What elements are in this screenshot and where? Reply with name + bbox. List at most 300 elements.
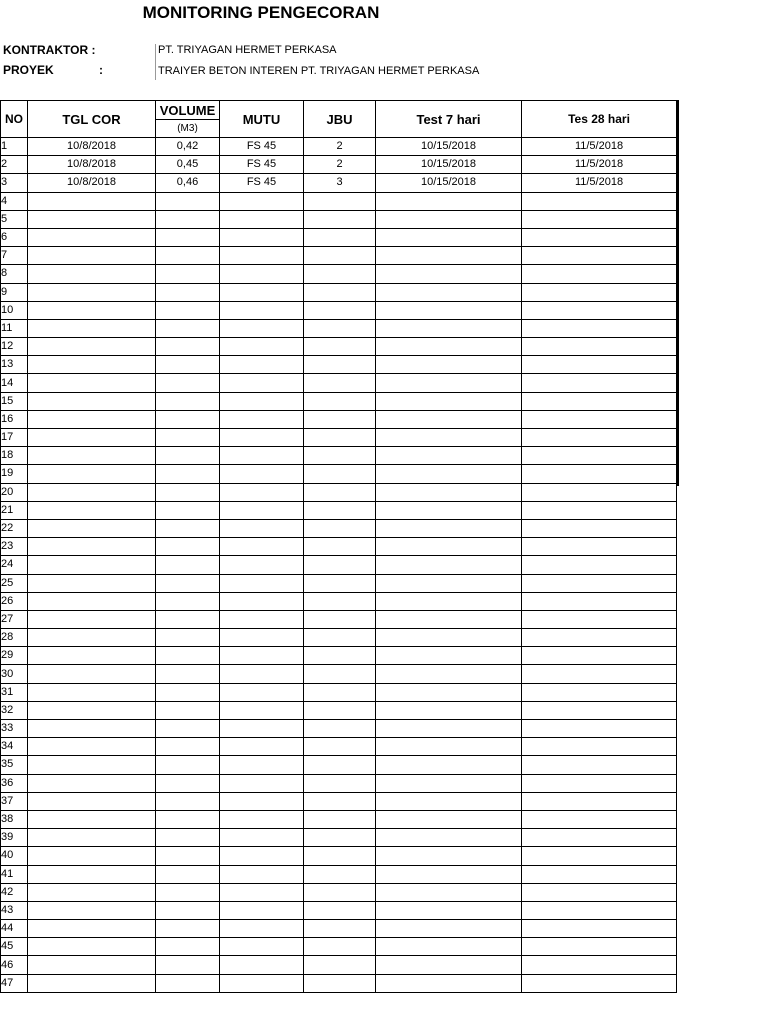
row-no: 16 (1, 410, 28, 428)
row-test-7 (376, 247, 522, 265)
table-row (1, 410, 677, 428)
row-test-7 (376, 465, 522, 483)
row-test-28 (522, 283, 677, 301)
meta-divider (155, 44, 156, 80)
row-jbu (304, 374, 376, 392)
row-tgl-cor (28, 647, 156, 665)
row-tgl-cor (28, 883, 156, 901)
row-mutu (220, 192, 304, 210)
row-volume (156, 665, 220, 683)
row-tgl-cor (28, 338, 156, 356)
row-test-7 (376, 829, 522, 847)
row-tgl-cor (28, 374, 156, 392)
row-jbu (304, 756, 376, 774)
row-test-7 (376, 319, 522, 337)
row-test-28 (522, 665, 677, 683)
row-test-28 (522, 883, 677, 901)
row-volume (156, 465, 220, 483)
row-test-7 (376, 519, 522, 537)
row-test-28 (522, 556, 677, 574)
table-row (1, 774, 677, 792)
row-test-28 (522, 701, 677, 719)
row-no: 44 (1, 920, 28, 938)
row-test-7 (376, 974, 522, 992)
table-row (1, 210, 677, 228)
row-test-28: 11/5/2018 (522, 156, 677, 174)
row-no: 30 (1, 665, 28, 683)
row-tgl-cor (28, 956, 156, 974)
row-volume (156, 483, 220, 501)
row-tgl-cor (28, 465, 156, 483)
table-row (1, 883, 677, 901)
row-no: 2 (1, 156, 28, 174)
table-row (1, 228, 677, 246)
row-jbu (304, 774, 376, 792)
row-tgl-cor (28, 847, 156, 865)
table-row (1, 265, 677, 283)
row-tgl-cor (28, 392, 156, 410)
row-test-7 (376, 610, 522, 628)
row-mutu (220, 392, 304, 410)
row-test-28 (522, 592, 677, 610)
row-test-7 (376, 665, 522, 683)
row-test-28 (522, 901, 677, 919)
row-tgl-cor (28, 629, 156, 647)
row-jbu (304, 283, 376, 301)
row-test-28 (522, 192, 677, 210)
row-test-28 (522, 247, 677, 265)
row-no: 24 (1, 556, 28, 574)
row-volume (156, 629, 220, 647)
table-row (1, 301, 677, 319)
row-no: 14 (1, 374, 28, 392)
row-mutu: FS 45 (220, 174, 304, 192)
row-test-28 (522, 865, 677, 883)
row-test-28 (522, 756, 677, 774)
header-volume-unit: (M3) (156, 120, 220, 138)
row-no: 3 (1, 174, 28, 192)
row-jbu (304, 901, 376, 919)
row-tgl-cor (28, 792, 156, 810)
row-test-7: 10/15/2018 (376, 138, 522, 156)
row-tgl-cor (28, 301, 156, 319)
row-test-28: 11/5/2018 (522, 174, 677, 192)
table-row (1, 447, 677, 465)
row-no: 47 (1, 974, 28, 992)
row-tgl-cor (28, 920, 156, 938)
table-row (1, 374, 677, 392)
row-test-7 (376, 920, 522, 938)
row-no: 46 (1, 956, 28, 974)
row-volume (156, 374, 220, 392)
kontraktor-label: KONTRAKTOR : (3, 43, 96, 57)
row-test-28 (522, 356, 677, 374)
proyek-value: TRAIYER BETON INTEREN PT. TRIYAGAN HERMET PERKASA (158, 65, 480, 77)
table-row (1, 901, 677, 919)
table-row (1, 665, 677, 683)
header-no: NO (1, 101, 28, 138)
row-test-7 (376, 701, 522, 719)
table-row (1, 138, 677, 156)
row-test-7 (376, 629, 522, 647)
row-jbu (304, 556, 376, 574)
row-no: 42 (1, 883, 28, 901)
row-jbu (304, 629, 376, 647)
row-test-7 (376, 356, 522, 374)
row-mutu (220, 429, 304, 447)
row-mutu (220, 556, 304, 574)
table-row (1, 465, 677, 483)
row-test-28 (522, 792, 677, 810)
row-test-28 (522, 956, 677, 974)
row-volume (156, 338, 220, 356)
row-volume (156, 592, 220, 610)
table-row (1, 319, 677, 337)
table-row (1, 920, 677, 938)
row-mutu (220, 592, 304, 610)
row-volume (156, 938, 220, 956)
row-volume (156, 810, 220, 828)
row-tgl-cor: 10/8/2018 (28, 138, 156, 156)
row-test-28 (522, 338, 677, 356)
table-row (1, 538, 677, 556)
row-no: 26 (1, 592, 28, 610)
row-volume (156, 683, 220, 701)
row-tgl-cor (28, 265, 156, 283)
row-mutu (220, 610, 304, 628)
row-jbu (304, 519, 376, 537)
row-volume (156, 501, 220, 519)
row-mutu (220, 374, 304, 392)
row-no: 38 (1, 810, 28, 828)
row-test-28 (522, 538, 677, 556)
row-no: 7 (1, 247, 28, 265)
table-row (1, 701, 677, 719)
row-mutu (220, 720, 304, 738)
row-mutu (220, 447, 304, 465)
row-jbu (304, 810, 376, 828)
row-mutu (220, 756, 304, 774)
row-no: 39 (1, 829, 28, 847)
row-jbu (304, 501, 376, 519)
row-jbu (304, 974, 376, 992)
row-tgl-cor (28, 756, 156, 774)
row-mutu (220, 410, 304, 428)
table-row (1, 974, 677, 992)
pengecoran-table (0, 100, 677, 993)
header-jbu: JBU (304, 101, 376, 138)
row-jbu: 2 (304, 138, 376, 156)
row-jbu (304, 920, 376, 938)
row-mutu (220, 501, 304, 519)
row-test-7 (376, 192, 522, 210)
row-test-28 (522, 210, 677, 228)
header-volume: VOLUME (156, 101, 220, 120)
row-tgl-cor (28, 701, 156, 719)
table-row (1, 574, 677, 592)
row-test-7 (376, 338, 522, 356)
row-test-28 (522, 720, 677, 738)
row-test-28 (522, 829, 677, 847)
row-tgl-cor (28, 720, 156, 738)
table-body (1, 138, 677, 993)
row-jbu (304, 356, 376, 374)
proyek-colon: : (99, 63, 103, 77)
row-no: 23 (1, 538, 28, 556)
row-volume (156, 774, 220, 792)
row-test-7 (376, 792, 522, 810)
row-test-28 (522, 574, 677, 592)
table-row (1, 556, 677, 574)
row-test-7 (376, 447, 522, 465)
row-volume (156, 610, 220, 628)
row-no: 17 (1, 429, 28, 447)
row-test-28 (522, 301, 677, 319)
table-row (1, 247, 677, 265)
row-test-28 (522, 265, 677, 283)
row-test-7 (376, 410, 522, 428)
row-mutu (220, 210, 304, 228)
row-jbu (304, 319, 376, 337)
row-jbu (304, 447, 376, 465)
row-test-7 (376, 938, 522, 956)
row-test-7: 10/15/2018 (376, 156, 522, 174)
row-no: 41 (1, 865, 28, 883)
row-no: 35 (1, 756, 28, 774)
row-no: 43 (1, 901, 28, 919)
row-volume (156, 574, 220, 592)
row-tgl-cor (28, 865, 156, 883)
row-test-7 (376, 810, 522, 828)
row-test-7 (376, 720, 522, 738)
row-volume (156, 356, 220, 374)
row-mutu (220, 883, 304, 901)
table-row (1, 174, 677, 192)
row-test-28 (522, 392, 677, 410)
row-no: 25 (1, 574, 28, 592)
row-test-7 (376, 538, 522, 556)
row-volume: 0,45 (156, 156, 220, 174)
row-test-28 (522, 447, 677, 465)
row-jbu (304, 574, 376, 592)
row-mutu (220, 301, 304, 319)
row-volume (156, 901, 220, 919)
row-volume (156, 410, 220, 428)
row-tgl-cor (28, 210, 156, 228)
row-test-7 (376, 501, 522, 519)
table-row (1, 610, 677, 628)
row-volume (156, 429, 220, 447)
row-test-28 (522, 629, 677, 647)
row-tgl-cor (28, 774, 156, 792)
row-no: 4 (1, 192, 28, 210)
proyek-label: PROYEK (3, 63, 54, 77)
header-mutu: MUTU (220, 101, 304, 138)
row-test-7 (376, 210, 522, 228)
row-no: 5 (1, 210, 28, 228)
row-volume (156, 883, 220, 901)
table-row (1, 283, 677, 301)
row-mutu (220, 647, 304, 665)
row-test-7 (376, 774, 522, 792)
row-mutu (220, 701, 304, 719)
row-mutu (220, 901, 304, 919)
row-test-7 (376, 283, 522, 301)
row-mutu (220, 920, 304, 938)
row-jbu (304, 829, 376, 847)
row-volume (156, 701, 220, 719)
row-volume (156, 720, 220, 738)
row-test-7 (376, 956, 522, 974)
row-test-7 (376, 847, 522, 865)
table-row (1, 483, 677, 501)
row-volume (156, 210, 220, 228)
row-mutu (220, 810, 304, 828)
table-row (1, 810, 677, 828)
table-row (1, 592, 677, 610)
row-tgl-cor (28, 538, 156, 556)
row-test-28 (522, 519, 677, 537)
row-no: 32 (1, 701, 28, 719)
row-no: 34 (1, 738, 28, 756)
row-jbu (304, 647, 376, 665)
row-tgl-cor (28, 247, 156, 265)
row-jbu (304, 210, 376, 228)
row-no: 10 (1, 301, 28, 319)
row-tgl-cor (28, 483, 156, 501)
row-volume (156, 847, 220, 865)
row-volume: 0,42 (156, 138, 220, 156)
row-volume (156, 247, 220, 265)
row-tgl-cor (28, 283, 156, 301)
row-mutu (220, 865, 304, 883)
row-volume (156, 756, 220, 774)
row-tgl-cor (28, 410, 156, 428)
row-tgl-cor (28, 810, 156, 828)
row-mutu (220, 465, 304, 483)
table-row (1, 938, 677, 956)
row-jbu (304, 483, 376, 501)
row-no: 20 (1, 483, 28, 501)
row-test-28 (522, 847, 677, 865)
row-volume (156, 319, 220, 337)
row-tgl-cor (28, 592, 156, 610)
table-row (1, 738, 677, 756)
row-no: 45 (1, 938, 28, 956)
row-mutu (220, 247, 304, 265)
row-mutu (220, 319, 304, 337)
row-test-7 (376, 228, 522, 246)
row-tgl-cor (28, 829, 156, 847)
row-test-28 (522, 483, 677, 501)
row-no: 19 (1, 465, 28, 483)
row-mutu (220, 228, 304, 246)
row-test-28 (522, 920, 677, 938)
row-jbu (304, 883, 376, 901)
row-jbu (304, 465, 376, 483)
table-row (1, 647, 677, 665)
row-tgl-cor (28, 429, 156, 447)
row-tgl-cor (28, 901, 156, 919)
row-volume (156, 392, 220, 410)
row-volume (156, 956, 220, 974)
row-jbu (304, 956, 376, 974)
row-jbu (304, 720, 376, 738)
row-test-7 (376, 483, 522, 501)
row-jbu (304, 410, 376, 428)
row-volume (156, 447, 220, 465)
row-test-28: 11/5/2018 (522, 138, 677, 156)
row-mutu (220, 774, 304, 792)
row-tgl-cor (28, 501, 156, 519)
row-volume (156, 865, 220, 883)
row-test-7 (376, 865, 522, 883)
row-test-28 (522, 810, 677, 828)
row-test-7 (376, 265, 522, 283)
row-mutu (220, 938, 304, 956)
row-no: 40 (1, 847, 28, 865)
row-jbu (304, 592, 376, 610)
row-volume (156, 556, 220, 574)
row-test-28 (522, 410, 677, 428)
row-jbu (304, 538, 376, 556)
row-tgl-cor (28, 938, 156, 956)
row-mutu (220, 629, 304, 647)
row-test-7 (376, 901, 522, 919)
table-row (1, 519, 677, 537)
table-row (1, 429, 677, 447)
row-no: 22 (1, 519, 28, 537)
row-mutu (220, 738, 304, 756)
row-tgl-cor (28, 319, 156, 337)
row-tgl-cor (28, 192, 156, 210)
row-tgl-cor (28, 574, 156, 592)
row-tgl-cor (28, 556, 156, 574)
table-row (1, 192, 677, 210)
row-jbu (304, 301, 376, 319)
row-test-28 (522, 738, 677, 756)
row-test-28 (522, 774, 677, 792)
row-mutu (220, 829, 304, 847)
row-no: 11 (1, 319, 28, 337)
row-test-7 (376, 429, 522, 447)
row-tgl-cor (28, 683, 156, 701)
row-volume (156, 792, 220, 810)
header-test-7-hari: Test 7 hari (376, 101, 522, 138)
row-no: 31 (1, 683, 28, 701)
header-tes-28-hari: Tes 28 hari (522, 101, 677, 138)
row-jbu: 3 (304, 174, 376, 192)
row-jbu (304, 847, 376, 865)
table-row (1, 338, 677, 356)
row-no: 18 (1, 447, 28, 465)
row-tgl-cor (28, 356, 156, 374)
row-test-7 (376, 647, 522, 665)
row-tgl-cor (28, 519, 156, 537)
row-volume (156, 538, 220, 556)
row-test-28 (522, 228, 677, 246)
row-jbu (304, 610, 376, 628)
row-tgl-cor (28, 447, 156, 465)
row-mutu (220, 974, 304, 992)
table-row (1, 865, 677, 883)
row-test-7 (376, 574, 522, 592)
row-test-7 (376, 738, 522, 756)
row-volume (156, 228, 220, 246)
table-row (1, 756, 677, 774)
row-no: 8 (1, 265, 28, 283)
row-jbu (304, 265, 376, 283)
